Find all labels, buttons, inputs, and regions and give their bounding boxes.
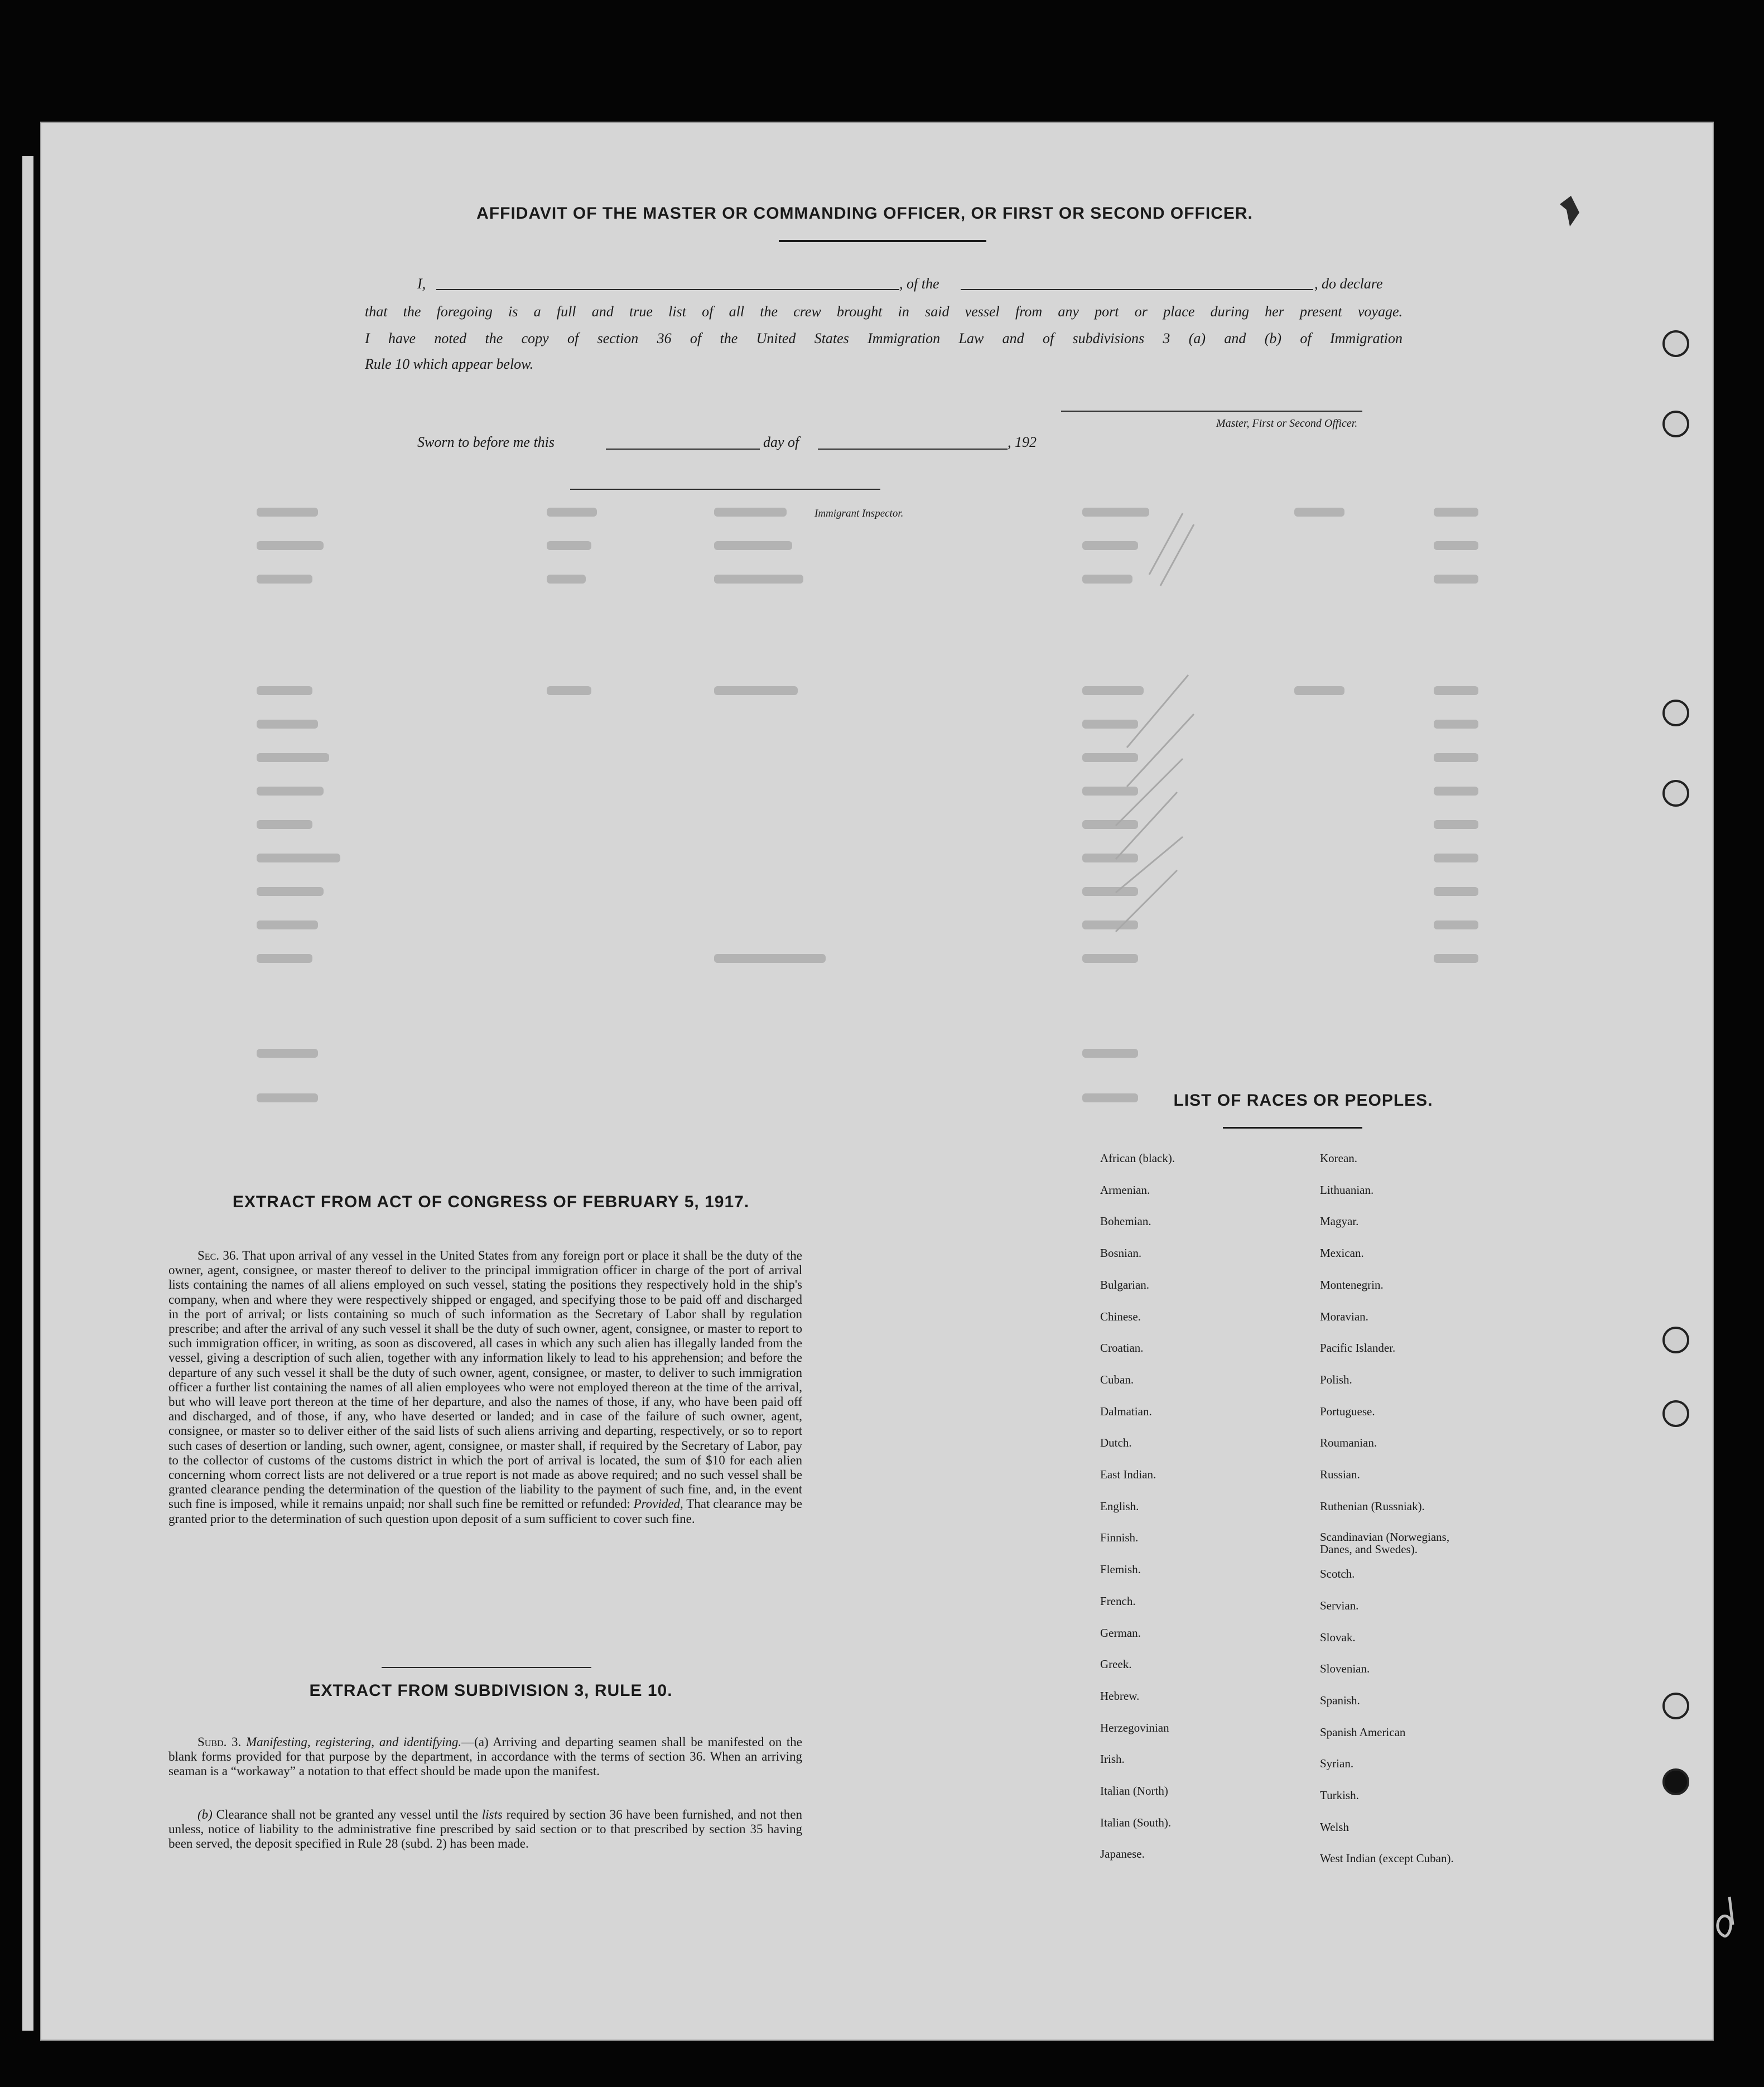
affidavit-line-3: I have noted the copy of section 36 of the United States Immigration Law and of subdivisions 3 (a) and (b) of Immigration xyxy=(365,330,1402,346)
race-entry: Syrian. xyxy=(1320,1757,1354,1771)
name-blank-line[interactable] xyxy=(436,289,899,290)
race-entry: Portuguese. xyxy=(1320,1404,1375,1418)
signature-line[interactable] xyxy=(1061,411,1362,412)
race-entry: Dutch. xyxy=(1100,1436,1132,1450)
race-entry: Finnish. xyxy=(1100,1531,1139,1545)
race-entry: English. xyxy=(1100,1499,1139,1513)
race-entry: Pacific Islander. xyxy=(1320,1341,1396,1355)
race-entry: Roumanian. xyxy=(1320,1436,1377,1450)
race-entry: Servian. xyxy=(1320,1598,1359,1612)
race-entry: Armenian. xyxy=(1100,1183,1150,1197)
inspector-label: Immigrant Inspector. xyxy=(814,508,904,519)
rule-para-a-text: —(a) Arriving and departing seamen shall be manifested on the blank forms provided for that purpose by the department, in accordance with the terms of section 36. When an arriving seaman is a “workaway” a notation to that effect should be made upon the manifest. xyxy=(168,1735,802,1778)
affidavit-i: I, xyxy=(417,276,426,292)
rule-para-b xyxy=(168,1808,802,1852)
rule-para-b-label: (b) xyxy=(197,1808,213,1821)
signature-label: Master, First or Second Officer. xyxy=(1216,417,1358,430)
race-entry: East Indian. xyxy=(1100,1468,1156,1481)
binder-hole-icon xyxy=(1662,330,1689,357)
affidavit-line-4: Rule 10 which appear below. xyxy=(365,356,534,372)
race-entry: Italian (South). xyxy=(1100,1815,1172,1829)
race-entry: Ruthenian (Russniak). xyxy=(1320,1499,1425,1513)
paper-shadow-edge xyxy=(22,156,33,2031)
affidavit-title: AFFIDAVIT OF THE MASTER OR COMMANDING OFFICER, OR FIRST OR SECOND OFFICER. xyxy=(476,204,1253,223)
races-title-underline xyxy=(1223,1127,1362,1129)
sworn-day-of: day of xyxy=(763,434,799,450)
race-entry: Greek. xyxy=(1100,1657,1132,1671)
rule-subd-heading: Manifesting, registering, and identifying. xyxy=(245,1735,462,1749)
race-entry: Turkish. xyxy=(1320,1789,1359,1802)
race-entry: French. xyxy=(1100,1594,1136,1608)
race-entry: Moravian. xyxy=(1320,1309,1368,1323)
sworn-year: , 192 xyxy=(1008,434,1037,450)
ink-mark-icon xyxy=(1554,193,1584,232)
section-divider xyxy=(382,1667,591,1668)
act-extract-title: EXTRACT FROM ACT OF CONGRESS OF FEBRUARY 5, 1917. xyxy=(232,1193,750,1211)
race-entry: Chinese. xyxy=(1100,1309,1141,1323)
inspector-signature-line[interactable] xyxy=(570,489,880,490)
pencil-mark-icon xyxy=(1707,1886,1746,1947)
race-entry: Slovenian. xyxy=(1320,1662,1370,1676)
race-entry: Italian (North) xyxy=(1100,1784,1168,1797)
race-entry: Bulgarian. xyxy=(1100,1278,1150,1291)
race-entry: Flemish. xyxy=(1100,1563,1141,1577)
binder-hole-icon xyxy=(1662,1768,1689,1795)
race-entry: Scotch. xyxy=(1320,1567,1355,1581)
race-entry: Mexican. xyxy=(1320,1246,1364,1260)
race-entry: Bosnian. xyxy=(1100,1246,1142,1260)
sworn-label: Sworn to before me this xyxy=(417,434,555,450)
race-entry: Lithuanian. xyxy=(1320,1183,1374,1197)
rule-para-b-lists: lists xyxy=(481,1808,503,1821)
act-proviso-label: Provided, xyxy=(633,1497,683,1511)
act-body: That upon arrival of any vessel in the United States from any foreign port or place it shall be the duty of the owner, agent, consignee, or master thereof to deliver to the principal immigration officer in charge of the port of arrival lists containing the names of all aliens employed on such vessel, stating the positions they respectively hold in the ship's company, when and where they were respectively shipped or engaged, and specifying those to be paid off and discharged in the port of arrival; or lists containing so much of such information as the Secretary of Labor shall by regulation prescribe; and after the arrival of any such vessel it shall be the duty of such owner, agent, consignee, or master to report to such immigration officer, in writing, as soon as discovered, all cases in which any such alien has illegally landed from the vessel, giving a description of such alien, together with any information likely to lead to his apprehension; and before the departure of any such vessel it shall be the duty of such owner, agent, consignee, or master, to deliver to such immigration officer a further list containing the names of all alien employees who were not employed thereon at the time of the arrival, but who will leave port thereon at the time of her departure, and also the names of those, if any, who have been paid off and discharged, and of those, if any, who have deserted or landed; and in case of the failure of such owner, agent, consignee, or master so to deliver either of the said lists of such aliens arriving and departing, respectively, or so to report such cases of desertion or landing, such owner, agent, consignee, or master shall, if required by the Secretary of Labor, pay to the collector of customs of the customs district in which the port of arrival is located, the sum of $10 for each alien concerning whom correct lists are not delivered or a true report is not made as above required; and no such vessel shall be granted clearance pending the determination of the question of the liability to the payment of such fine, and, in the event such fine is imposed, while it remains unpaid; nor shall such fine be remitted or refunded: xyxy=(168,1249,802,1511)
races-title: LIST OF RACES OR PEOPLES. xyxy=(1173,1091,1433,1110)
race-entry: Spanish American xyxy=(1320,1725,1406,1739)
race-entry: Hebrew. xyxy=(1100,1689,1140,1703)
rule-para-b-start: Clearance shall not be granted any vessel until the xyxy=(216,1808,478,1821)
race-entry: Bohemian. xyxy=(1100,1214,1151,1228)
binder-hole-icon xyxy=(1662,700,1689,726)
race-entry: Welsh xyxy=(1320,1820,1349,1834)
race-entry: Russian. xyxy=(1320,1468,1360,1481)
race-entry: Dalmatian. xyxy=(1100,1404,1152,1418)
rule-subd-label: Subd. 3. xyxy=(197,1735,242,1749)
sworn-day-blank[interactable] xyxy=(606,449,760,450)
race-entry: Magyar. xyxy=(1320,1214,1359,1228)
race-entry: African (black). xyxy=(1100,1151,1175,1165)
race-entry: Scandinavian (Norwegians, Danes, and Swedes). xyxy=(1320,1530,1450,1556)
vessel-blank-line[interactable] xyxy=(961,289,1313,290)
race-entry: Croatian. xyxy=(1100,1341,1144,1355)
binder-hole-icon xyxy=(1662,411,1689,437)
rule-para-a xyxy=(168,1735,802,1779)
title-underline xyxy=(779,240,986,242)
race-entry: Herzegovinian xyxy=(1100,1720,1169,1734)
affidavit-of-the: , of the xyxy=(899,276,939,292)
act-proviso-text: That clearance may be granted prior to the determination of such question upon deposit of a sum sufficient to cover such fine. xyxy=(168,1497,802,1526)
race-entry: Cuban. xyxy=(1100,1372,1134,1386)
binder-hole-icon xyxy=(1662,780,1689,807)
binder-hole-icon xyxy=(1662,1693,1689,1719)
rule-extract-title: EXTRACT FROM SUBDIVISION 3, RULE 10. xyxy=(309,1681,673,1700)
race-entry: German. xyxy=(1100,1626,1141,1640)
affidavit-line-2: that the foregoing is a full and true list of all the crew brought in said vessel from any port or place during her present voyage. xyxy=(365,303,1402,320)
race-entry: Polish. xyxy=(1320,1372,1352,1386)
sworn-month-blank[interactable] xyxy=(818,449,1008,450)
race-entry: Korean. xyxy=(1320,1151,1358,1165)
race-entry: Irish. xyxy=(1100,1752,1125,1766)
race-entry: Spanish. xyxy=(1320,1693,1360,1707)
act-section-36-text xyxy=(168,1249,802,1526)
race-entry: Japanese. xyxy=(1100,1847,1145,1861)
race-entry: West Indian (except Cuban). xyxy=(1320,1852,1454,1866)
rule-para-b-end: required by section 36 have been furnished, and not then unless, notice of liability to the administrative fine prescribed by said section or to that prescribed by section 35 having been served, the deposit specified in Rule 28 (subd. 2) has been made. xyxy=(168,1808,803,1851)
act-section-label: Sec. 36. xyxy=(197,1249,239,1262)
affidavit-do-declare: , do declare xyxy=(1314,276,1383,292)
race-entry: Montenegrin. xyxy=(1320,1278,1384,1291)
binder-hole-icon xyxy=(1662,1327,1689,1353)
race-entry: Slovak. xyxy=(1320,1630,1356,1644)
binder-hole-icon xyxy=(1662,1400,1689,1427)
